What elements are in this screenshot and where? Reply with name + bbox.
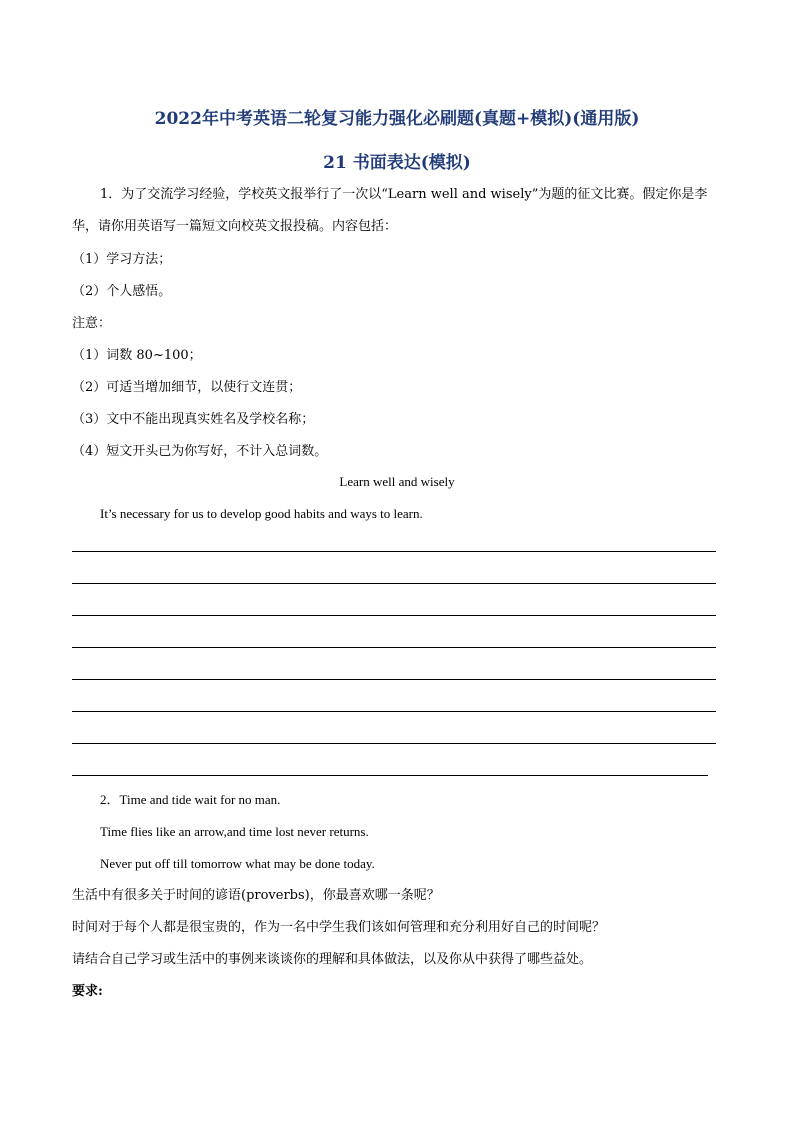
document-subtitle: 21 书面表达(模拟) xyxy=(323,153,471,173)
q2-prompt-line: 时间对于每个人都是很宝贵的，作为一名中学生我们该如何管理和充分利用好自己的时间呢？ xyxy=(72,920,606,935)
answer-line xyxy=(72,583,716,584)
q1-content-item: （1）学习方法； xyxy=(72,252,172,267)
q1-intro-line2: 华，请你用英语写一篇短文向校英文报投稿。内容包括： xyxy=(72,219,398,234)
q2-requirement-label: 要求: xyxy=(72,984,103,999)
answer-line xyxy=(72,647,716,648)
q1-notice-label: 注意： xyxy=(72,316,112,331)
essay-start-sentence: It’s necessary for us to develop good habits and ways to learn. xyxy=(100,506,423,521)
q2-proverb: 2．Time and tide wait for no man. xyxy=(100,792,281,807)
q2-prompt-line: 生活中有很多关于时间的谚语(proverbs)，你最喜欢哪一条呢？ xyxy=(72,888,440,903)
q1-notice-item: （2）可适当增加细节，以使行文连贯； xyxy=(72,380,302,395)
answer-line xyxy=(72,679,716,680)
answer-line xyxy=(72,711,716,712)
answer-line xyxy=(72,775,708,776)
document-title: 2022年中考英语二轮复习能力强化必刷题(真题+模拟)(通用版) xyxy=(154,109,640,129)
answer-line xyxy=(72,551,716,552)
answer-line xyxy=(72,743,716,744)
answer-line xyxy=(72,615,716,616)
q1-notice-item: （1）词数 80~100； xyxy=(72,348,202,363)
q1-notice-item: （4）短文开头已为你写好，不计入总词数。 xyxy=(72,444,328,459)
q1-notice-item: （3）文中不能出现真实姓名及学校名称； xyxy=(72,412,315,427)
q2-proverb: Never put off till tomorrow what may be done today. xyxy=(100,856,375,871)
q1-intro-line1: 1．为了交流学习经验，学校英文报举行了一次以“Learn well and wisely”为题的征文比赛。假定你是李 xyxy=(100,187,708,202)
essay-title: Learn well and wisely xyxy=(339,474,455,489)
q1-content-item: （2）个人感悟。 xyxy=(72,284,172,299)
q2-prompt-line: 请结合自己学习或生活中的事例来谈谈你的理解和具体做法，以及你从中获得了哪些益处。 xyxy=(72,952,593,967)
q2-proverb: Time flies like an arrow,and time lost never returns. xyxy=(100,824,369,839)
